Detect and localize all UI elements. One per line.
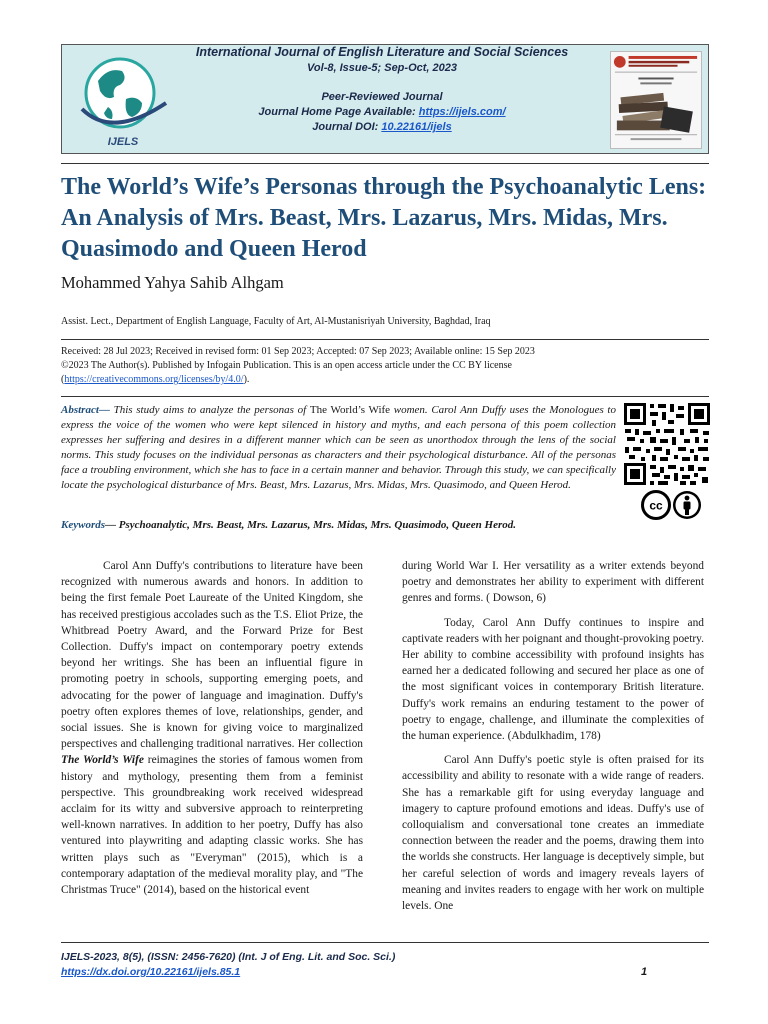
abstract-lead: Abstract— (61, 404, 110, 416)
received-dates: Received: 28 Jul 2023; Received in revised form: 01 Sep 2023; Accepted: 07 Sep 2023; Available online: 15 Sep 2023 (61, 346, 535, 357)
home-page-link[interactable]: https://ijels.com/ (418, 106, 506, 118)
journal-title: International Journal of English Literature and Social Sciences (195, 45, 569, 59)
left-text-1: Carol Ann Duffy's contributions to literature have been recognized with numerous awards and honors. In addition to being the first female Poet Laureate of the United Kingdom, she has received prestigious accolades such as the T.S. Eliot Prize, the Whitbread Poetry Award, and the Forward Prize for Best Collection. Duffy's impact on contemporary poetry extends beyond her writings. She has been an influential figure in promoting poetry in schools, supporting emerging poets, and advocating for the power of language and imagination. Duffy's poetry often explores themes of love, relationships, gender, and social issues. She is known for giving voice to marginalized perspectives and challenging traditional narratives. Her collection (61, 560, 363, 751)
keywords-lead: Keywords (61, 519, 105, 531)
footer-rule (61, 942, 709, 943)
license-link[interactable]: https://creativecommons.org/licenses/by/4.0/ (64, 374, 244, 385)
page-number: 1 (641, 966, 648, 978)
abstract-text-1: This study aims to analyze the personas of (109, 404, 310, 416)
license-close: ). (243, 374, 250, 385)
journal-doi-line (184, 121, 580, 133)
journal-banner (61, 44, 709, 154)
abstract (61, 403, 616, 494)
body-column-left (61, 558, 363, 906)
article-title: The World’s Wife’s Personas through the Psychoanalytic Lens: An Analysis of Mrs. Beast, Mrs. Lazarus, Mrs. Midas, Mrs. Quasimodo and Queen Herod (61, 174, 707, 262)
journal-doi-label: Journal DOI: (312, 121, 382, 133)
journal-volume: Vol-8, Issue-5; Sep-Oct, 2023 (307, 62, 457, 74)
qr-code[interactable] (623, 402, 711, 486)
journal-doi-link[interactable]: 10.22161/ijels (381, 121, 452, 133)
banner-text (184, 45, 580, 133)
author-name: Mohammed Yahya Sahib Alhgam (61, 273, 284, 292)
body-paragraph: during World War I. Her versatility as a writer extends beyond poetry and demonstrates her ability to experiment with different genres and forms. ( Dowson, 6) (402, 560, 704, 605)
footer-doi-link[interactable]: https://dx.doi.org/10.22161/ijels.85.1 (61, 966, 241, 978)
page-footer (61, 950, 661, 980)
body-column-right (402, 558, 704, 922)
left-book-title: The World’s Wife (61, 754, 144, 767)
footer-citation: IJELS-2023, 8(5), (ISSN: 2456-7620) (Int. J of Eng. Lit. and Soc. Sci.) (61, 951, 396, 963)
cc-by-license-icon[interactable] (641, 489, 703, 521)
keywords-text: — Psychoanalytic, Mrs. Beast, Mrs. Lazarus, Mrs. Midas, Mrs. Quasimodo, Queen Herod. (105, 519, 517, 531)
article-dates (61, 345, 701, 387)
home-page-label: Journal Home Page Available: (258, 106, 419, 118)
license-line (61, 373, 701, 387)
peer-reviewed-label: Peer-Reviewed Journal (321, 91, 443, 103)
author-affiliation: Assist. Lect., Department of English Language, Faculty of Art, Al-Mustanisriyah University, Baghdad, Iraq (61, 316, 491, 327)
journal-cover-image (610, 51, 702, 149)
body-paragraph (61, 558, 363, 898)
keywords (61, 519, 681, 531)
abstract-book-title: The World’s Wife (309, 404, 391, 416)
dates-top-rule (61, 339, 709, 340)
left-text-2: reimagines the stories of famous women from history and mythology, presenting them from a feminist perspective. This groundbreaking work received widespread acclaim for its witty and subversive approach to reinterpreting well-known narratives. In addition to her poetry, Duffy has also ventured into playwriting and adapting classic works. She has written plays such as "Everyman" (2015), which is a contemporary adaptation of the medieval morality play, and "The Christmas Truce" (2014), based on the historical event (61, 754, 363, 897)
header-rule (61, 163, 709, 164)
body-paragraph: Today, Carol Ann Duffy continues to inspire and captivate readers with her poignant and thought-provoking poetry. Her ability to combine accessibility with profound insights has earned her a dedicated following and secured her place as one of the most significant voices in contemporary British literature. Duffy's work remains an enduring testament to the power of poetry to engage, challenge, and illuminate the complexities of the human experience. (Abdulkhadim, 178) (402, 616, 704, 743)
home-page-line (184, 106, 580, 118)
abstract-text-2: women. Carol Ann Duffy uses the Monologues to express the voice of the women who were kept silenced in history and myths, and each persona of this poem collection expresses her suffering and desires in a different manner which can be seen as unorthodox through the lens of the social norms. This study focuses on the individual personas as characters and their psychological disturbance. All of the personas face a troubling environment, which she has to face in a certain manner and behavior. Through this study, we can specifically locate the psychological disturbance of Mrs. Beast, Mrs. Lazarus, Mrs. Midas, Mrs. Quasimodo, and Queen Herod. (61, 404, 616, 492)
license-open: ( (61, 374, 65, 385)
ijels-globe-logo (68, 51, 178, 149)
copyright-line: ©2023 The Author(s). Published by Infogain Publication. This is an open access article under the CC BY license (61, 360, 512, 371)
dates-bottom-rule (61, 396, 709, 397)
body-paragraph: Carol Ann Duffy's poetic style is often praised for its accessibility and ability to resonate with a wide range of readers. She has a remarkable gift for using everyday language and imagery to capture profound emotions and ideas. Duffy's use of colloquialism and conversational tone creates an immediate connection between the reader and the poems, drawing them into the worlds she constructs. Her language is deceptively simple, but her careful selection of words and imagery reveals layers of meaning and invites readers to engage with her work on multiple levels. One (402, 754, 704, 913)
svg-text:cc: cc (649, 498, 663, 513)
logo-text: IJELS (107, 136, 139, 148)
